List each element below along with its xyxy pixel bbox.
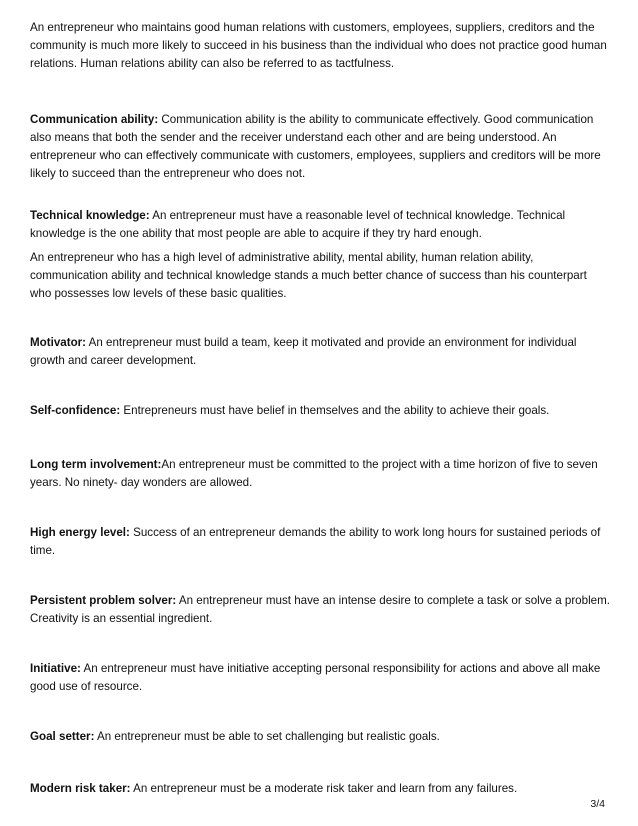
paragraph-term: Motivator: [30, 336, 87, 349]
paragraph-persistent-problem-solver [30, 592, 610, 628]
paragraph-text: Communication ability is the ability to communicate effectively. Good communication also means that both the sender and the receiver understand each other and are being understood. An entrepreneur who can effectively communicate with customers, employees, suppliers and creditors will be more likely to succeed than the entrepreneur who does not. [30, 113, 601, 180]
paragraph-term: Goal setter: [30, 730, 95, 743]
paragraph-modern-risk-taker [30, 780, 610, 798]
paragraph-term: Communication ability: [30, 113, 159, 126]
paragraph-text: An entrepreneur who has a high level of administrative ability, mental ability, human relation ability, communication ability and technical knowledge stands a much better chance of success than his counterpart who possesses low levels of these basic qualities. [30, 251, 587, 300]
paragraph-term: Initiative: [30, 662, 81, 675]
paragraph-term: High energy level: [30, 526, 130, 539]
paragraph-human-relations [30, 19, 610, 73]
paragraph-text: Entrepreneurs must have belief in themselves and the ability to achieve their goals. [120, 404, 550, 417]
page-number: 3/4 [590, 798, 605, 810]
paragraph-text: Success of an entrepreneur demands the ability to work long hours for sustained periods of time. [30, 526, 601, 557]
paragraph-text: An entrepreneur who maintains good human relations with customers, employees, suppliers, creditors and the community is much more likely to succeed in his business than the individual who does not practice good human relations. Human relations ability can also be referred to as tactfulness. [30, 21, 607, 70]
paragraph-term: Persistent problem solver: [30, 594, 177, 607]
paragraph-communication-ability [30, 111, 610, 183]
paragraph-term: Long term involvement: [30, 458, 162, 471]
paragraph-summary [30, 249, 610, 303]
paragraph-text: An entrepreneur must be committed to the project with a time horizon of five to seven years. No ninety- day wonders are allowed. [30, 458, 598, 489]
paragraph-text: An entrepreneur must be able to set challenging but realistic goals. [94, 730, 440, 743]
paragraph-motivator [30, 334, 610, 370]
paragraph-term: Self-confidence: [30, 404, 121, 417]
paragraph-self-confidence [30, 402, 610, 420]
paragraph-high-energy-level [30, 524, 610, 560]
paragraph-term: Technical knowledge: [30, 209, 150, 222]
paragraph-technical-knowledge [30, 207, 610, 243]
paragraph-initiative [30, 660, 610, 696]
paragraph-text: An entrepreneur must have initiative accepting personal responsibility for actions and above all make good use of resource. [30, 662, 601, 693]
paragraph-text: An entrepreneur must have a reasonable level of technical knowledge. Technical knowledge is the one ability that most people are able to acquire if they try hard enough. [30, 209, 566, 240]
paragraph-goal-setter [30, 728, 610, 746]
paragraph-text: An entrepreneur must build a team, keep it motivated and provide an environment for individual growth and career development. [30, 336, 577, 367]
paragraph-text: An entrepreneur must be a moderate risk taker and learn from any failures. [130, 782, 518, 795]
paragraph-term: Modern risk taker: [30, 782, 131, 795]
paragraph-long-term-involvement [30, 456, 610, 492]
paragraph-text: An entrepreneur must have an intense desire to complete a task or solve a problem. Creativity is an essential ingredient. [30, 594, 610, 625]
